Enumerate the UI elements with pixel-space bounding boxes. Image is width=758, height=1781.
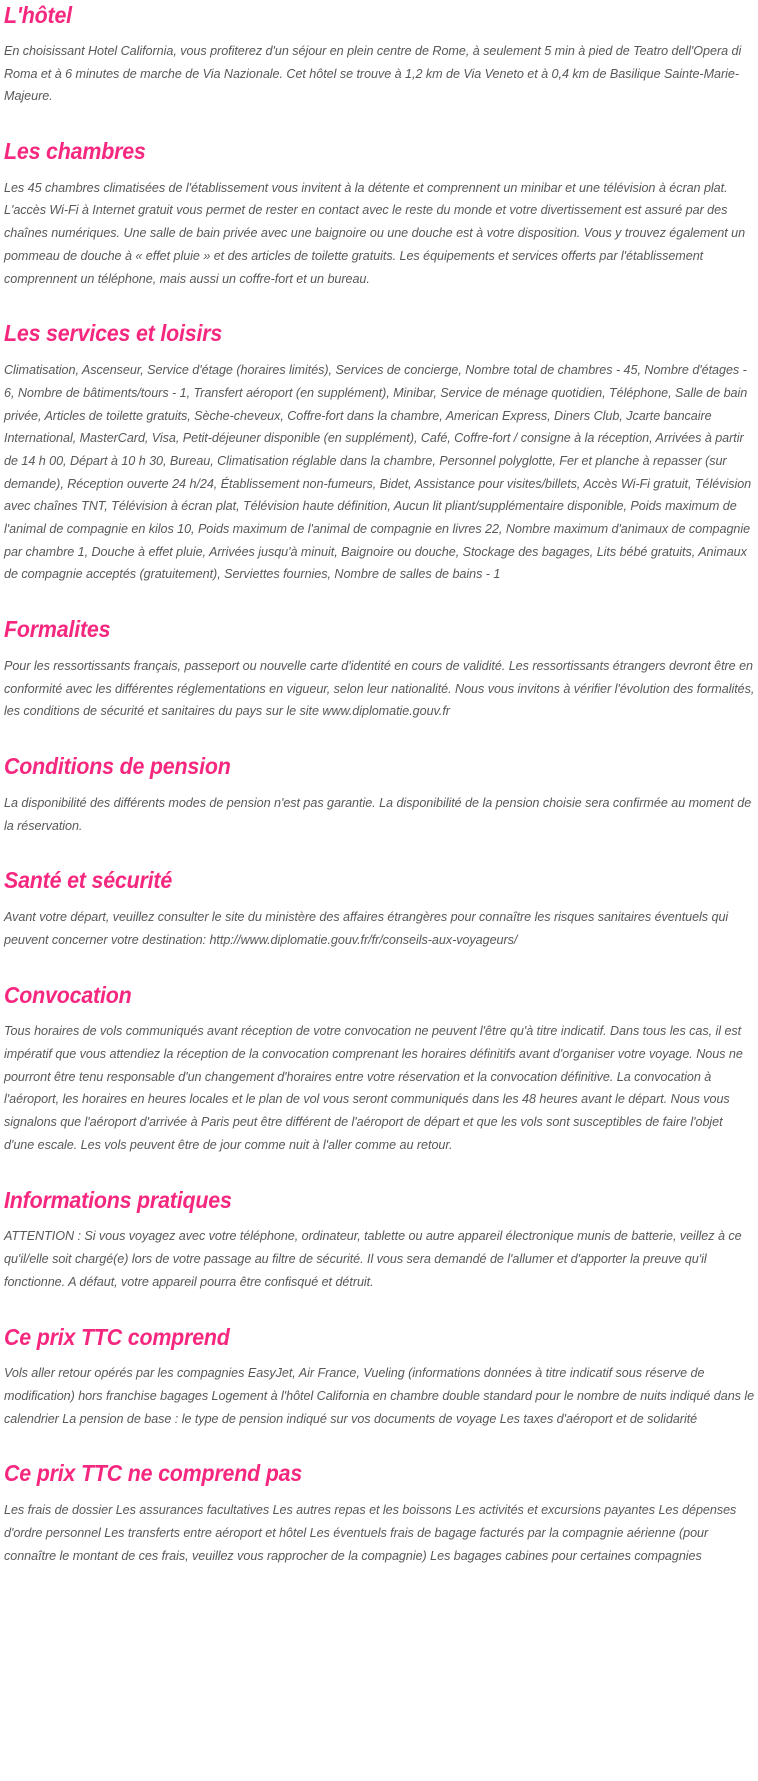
section-body-conditions-pension: La disponibilité des différents modes de pension n'est pas garantie. La disponibilité de la pension choisie sera confirmée au moment de la réservation. <box>4 794 752 833</box>
section-body-services-loisirs: Climatisation, Ascenseur, Service d'étage (horaires limités), Services de concierge, Nombre total de chambres - 45, Nombre d'étages - 6, Nombre de bâtiments/tours - 1, Transfert aéroport (en supplément), Minibar, Service de ménage quotidien, Téléphone, Salle de bain privée, Articles de toilette gratuits, Sèche-cheveux, Coffre-fort dans la chambre, American Express, Diners Club, Jcarte bancaire International, MasterCard, Visa, Petit-déjeuner disponible (en supplément), Café, Coffre-fort / consigne à la réception, Arrivées à partir de 14 h 00, Départ à 10 h 30, Bureau, Climatisation réglable dans la chambre, Personnel polyglotte, Fer et planche à repasser (sur demande), Réception ouverte 24 h/24, Établissement non-fumeurs, Bidet, Assistance pour visites/billets, Accès Wi-Fi gratuit, Télévision avec chaînes TNT, Télévision à écran plat, Télévision haute définition, Aucun lit pliant/supplémentaire disponible, Poids maximum de l'animal de compagnie en kilos 10, Poids maximum de l'animal de compagnie en livres 22, Nombre maximum d'animaux de compagnie par chambre 1, Douche à effet pluie, Arrivées jusqu'à minuit, Baignoire ou douche, Stockage des bagages, Lits bébé gratuits, Animaux de compagnie acceptés (gratuitement), Serviettes fournies, Nombre de salles de bains - 1 <box>4 362 752 582</box>
section-conditions-pension <box>4 754 754 837</box>
section-sante-securite <box>4 868 754 951</box>
section-body-informations-pratiques: ATTENTION : Si vous voyagez avec votre téléphone, ordinateur, tablette ou autre appareil électronique munis de batterie, veillez à ce qu'il/elle soit chargé(e) lors de votre passage au filtre de sécurité. Il vous sera demandé de l'allumer et d'apporter la preuve qu'il fonctionne. A défaut, votre appareil pourra être confisqué et détruit. <box>4 1228 742 1289</box>
section-title-prix-comprend: Ce prix TTC comprend <box>4 1323 230 1350</box>
section-body-formalites: Pour les ressortissants français, passeport ou nouvelle carte d'identité en cours de validité. Les ressortissants étrangers devront être en conformité avec les différentes réglementations en vigueur, selon leur nationalité. Nous vous invitons à vérifier l'évolution des formalités, les conditions de sécurité et sanitaires du pays sur le site www.diplomatie.gouv.fr <box>4 657 755 719</box>
section-title-formalites: Formalites <box>4 616 111 643</box>
section-services-loisirs <box>4 321 754 586</box>
section-title-informations-pratiques: Informations pratiques <box>4 1186 232 1213</box>
section-hotel <box>4 0 754 108</box>
section-prix-ne-comprend-pas <box>4 1461 754 1567</box>
section-title-sante-securite: Santé et sécurité <box>4 867 173 894</box>
section-informations-pratiques <box>4 1188 754 1294</box>
section-body-convocation: Tous horaires de vols communiqués avant réception de votre convocation ne peuvent l'être qu'à titre indicatif. Dans tous les cas, il est impératif que vous attendiez la réception de la convocation comprenant les horaires définitifs avant d'organiser votre voyage. Nous ne pourront être tenu responsable d'un changement d'horaires entre votre réservation et la convocation définitive. La convocation à l'aéroport, les horaires en heures locales et le plan de vol vous seront communiqués dans les 48 heures avant le départ. Nous vous signalons que l'aéroport d'arrivée à Paris peut être différent de l'aéroport de départ et que les vols sont susceptibles de faire l'objet d'une escale. Les vols peuvent être de jour comme nuit à l'aller comme au retour. <box>4 1023 743 1152</box>
section-convocation <box>4 983 754 1157</box>
section-body-hotel: En choisissant Hotel California, vous profiterez d'un séjour en plein centre de Rome, à seulement 5 min à pied de Teatro dell'Opera di Roma et à 6 minutes de marche de Via Nazionale. Cet hôtel se trouve à 1,2 km de Via Veneto et à 0,4 km de Basilique Sainte-Marie-Majeure. <box>4 42 742 104</box>
section-chambres <box>4 139 754 290</box>
section-body-prix-comprend: Vols aller retour opérés par les compagnies EasyJet, Air France, Vueling (informations données à titre indicatif sous réserve de modification) hors franchise bagages Logement à l'hôtel California en chambre double standard pour le nombre de nuits indiqué dans le calendrier La pension de base : le type de pension indiqué sur vos documents de voyage Les taxes d'aéroport et de solidarité <box>4 1365 755 1426</box>
section-title-services-loisirs: Les services et loisirs <box>4 320 223 347</box>
section-title-conditions-pension: Conditions de pension <box>4 753 231 780</box>
section-formalites <box>4 617 754 723</box>
section-title-chambres: Les chambres <box>4 137 146 164</box>
section-prix-comprend <box>4 1325 754 1431</box>
section-title-prix-ne-comprend-pas: Ce prix TTC ne comprend pas <box>4 1460 303 1487</box>
section-body-prix-ne-comprend-pas: Les frais de dossier Les assurances facultatives Les autres repas et les boissons Les activités et excursions payantes Les dépenses d'ordre personnel Les transferts entre aéroport et hôtel Les éventuels frais de bagage facturés par la compagnie aérienne (pour connaître le montant de ces frais, veuillez vous rapprocher de la compagnie) Les bagages cabines pour certaines compagnies <box>4 1502 737 1563</box>
section-title-convocation: Convocation <box>4 981 132 1008</box>
section-title-hotel: L'hôtel <box>4 2 72 28</box>
section-body-sante-securite: Avant votre départ, veuillez consulter le site du ministère des affaires étrangères pour connaître les risques sanitaires éventuels qui peuvent concerner votre destination: http://www.diplomatie.gouv.fr/fr/conseils-aux-voyageurs/ <box>4 909 729 947</box>
section-body-chambres: Les 45 chambres climatisées de l'établissement vous invitent à la détente et comprennent un minibar et une télévision à écran plat. L'accès Wi-Fi à Internet gratuit vous permet de rester en contact avec le reste du monde et votre divertissement est assuré par des chaînes numériques. Une salle de bain privée avec une baignoire ou une douche est à votre disposition. Vous y trouvez également un pommeau de douche à « effet pluie » et des articles de toilette gratuits. Les équipements et services offerts par l'établissement comprennent un téléphone, mais aussi un coffre-fort et un bureau. <box>4 179 746 286</box>
